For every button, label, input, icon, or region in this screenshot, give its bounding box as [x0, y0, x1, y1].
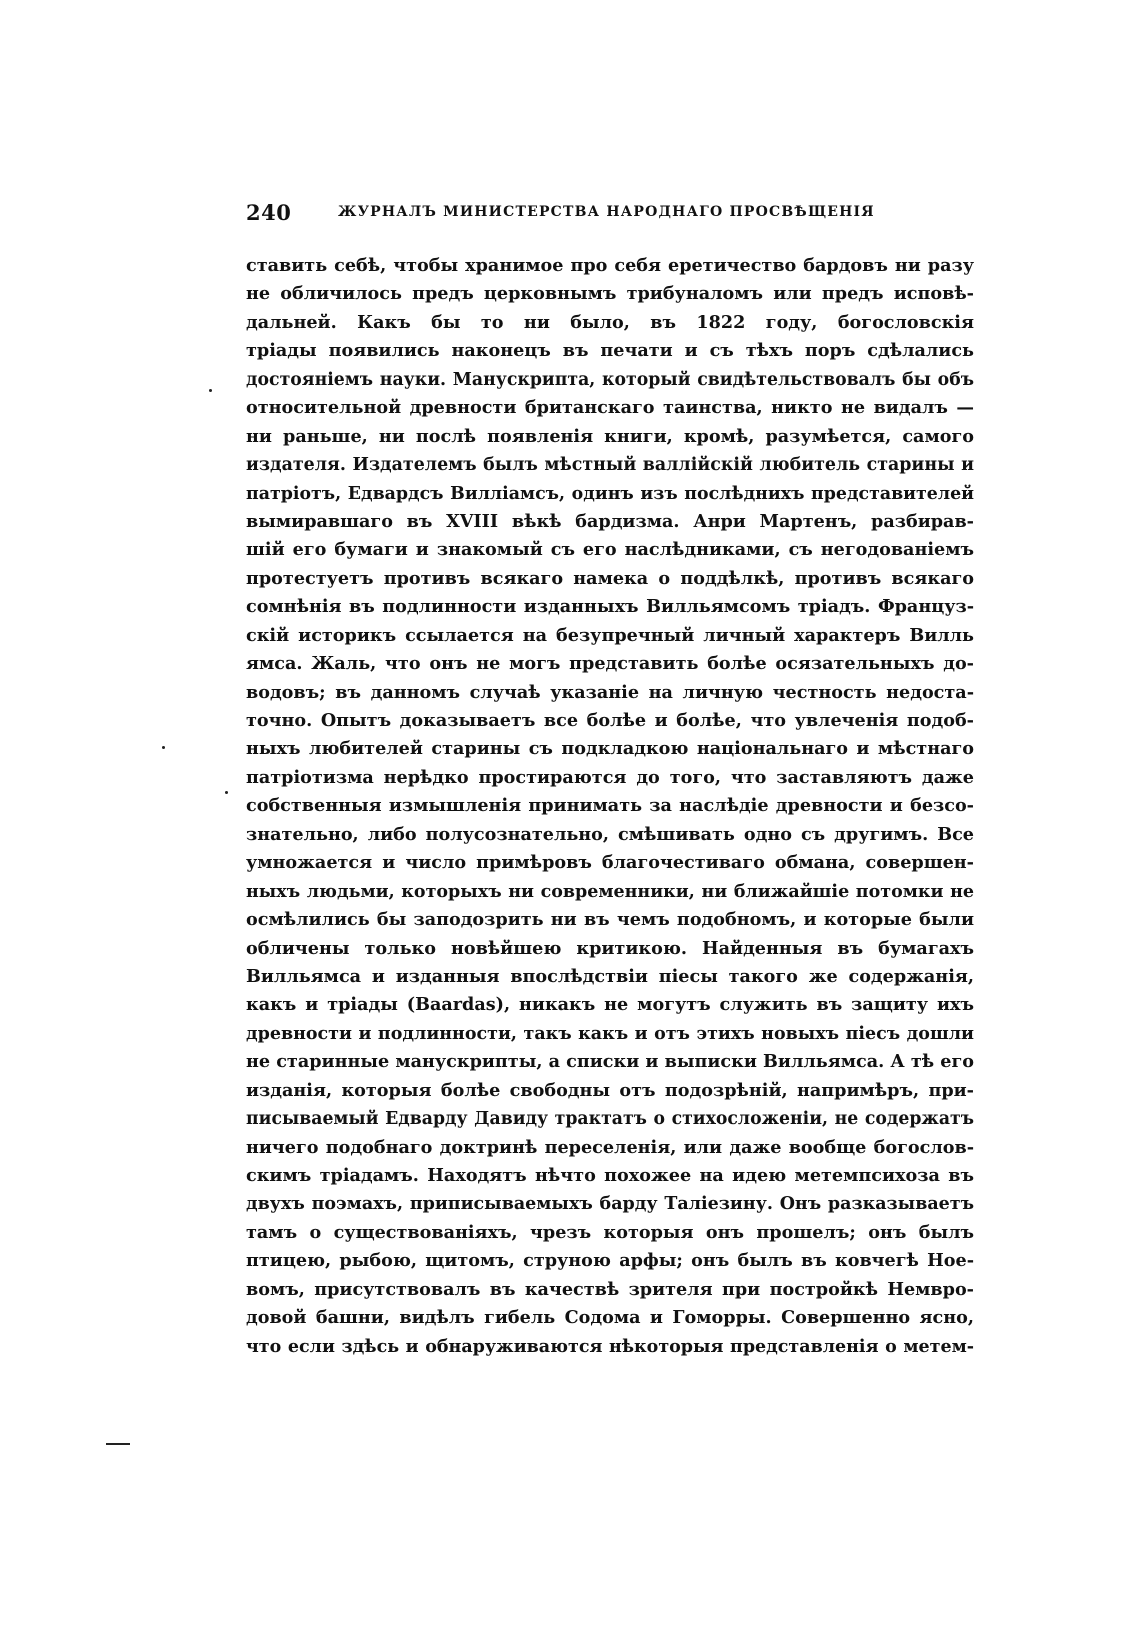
- text-line: издателя. Издателемъ былъ мѣстный валлійскій любитель старины и: [246, 455, 974, 476]
- margin-dash-mark: [106, 1443, 130, 1445]
- text-line: вымиравшаго въ XVIII вѣкѣ бардизма. Анри Мартенъ, разбирав-: [246, 510, 974, 532]
- text-line: ныхъ людьми, которыхъ ни современники, ни ближайшіе потомки не: [246, 881, 974, 902]
- text-line: скимъ тріадамъ. Находятъ нѣчто похожее на идею метемпсихоза въ: [246, 1165, 974, 1186]
- text-line: что если здѣсь и обнаруживаются нѣкоторыя представленія о метем-: [246, 1336, 974, 1357]
- text-line: протестуетъ противъ всякаго намека о поддѣлкѣ, противъ всякаго: [246, 567, 974, 589]
- text-line: не обличилось предъ церковнымъ трибуналомъ или предъ исповѣ-: [246, 283, 974, 305]
- text-line: писываемый Едварду Давиду трактатъ о стихосложеніи, не содержатъ: [246, 1109, 974, 1130]
- text-line: дальней. Какъ бы то ни было, въ 1822 году, богословскія: [246, 311, 974, 333]
- scan-speck: [162, 746, 165, 749]
- text-line: знательно, либо полусознательно, смѣшивать одно съ другимъ. Все: [246, 823, 974, 845]
- text-line: ямса. Жаль, что онъ не могъ представить болѣе осязательныхъ до-: [246, 653, 974, 675]
- text-line: собственныя измышленія принимать за наслѣдіе древности и безсо-: [246, 795, 974, 817]
- running-title: ЖУРНАЛЪ МИНИСТЕРСТВА НАРОДНАГО ПРОСВѢЩЕНІЯ: [338, 204, 875, 220]
- text-line: умножается и число примѣровъ благочестиваго обмана, совершен-: [246, 852, 974, 874]
- text-line: не старинные манускрипты, а списки и выписки Вилльямса. А тѣ его: [246, 1051, 974, 1073]
- page-header: [246, 200, 966, 230]
- text-line: водовъ; въ данномъ случаѣ указаніе на личную честность недоста-: [246, 681, 974, 703]
- text-line: осмѣлились бы заподозрить ни въ чемъ подобномъ, и которые были: [246, 909, 974, 931]
- text-line: двухъ поэмахъ, приписываемыхъ барду Таліезину. Онъ разказываетъ: [246, 1194, 974, 1215]
- text-line: ни раньше, ни послѣ появленія книги, кромѣ, разумѣется, самого: [246, 425, 974, 447]
- text-line: Вилльямса и изданныя впослѣдствіи піесы такого же содержанія,: [246, 965, 974, 987]
- text-line: скій историкъ ссылается на безупречный личный характеръ Вилль: [246, 624, 974, 646]
- body-text: [246, 252, 974, 1361]
- scan-speck: [209, 389, 212, 392]
- text-line: обличены только новѣйшею критикою. Найденныя въ бумагахъ: [246, 937, 974, 959]
- text-line: шій его бумаги и знакомый съ его наслѣдниками, съ негодованіемъ: [246, 539, 974, 561]
- text-line: тріады появились наконецъ въ печати и съ тѣхъ поръ сдѣлались: [246, 340, 974, 362]
- text-line: патріотъ, Едвардсъ Вилліамсъ, одинъ изъ послѣднихъ представителей: [246, 483, 974, 504]
- text-line: древности и подлинности, такъ какъ и отъ этихъ новыхъ піесъ дошли: [246, 1023, 974, 1044]
- text-line: относительной древности британскаго таинства, никто не видалъ —: [246, 397, 974, 419]
- text-line: ныхъ любителей старины съ подкладкою національнаго и мѣстнаго: [246, 738, 974, 760]
- text-line: патріотизма нерѣдко простираются до того, что заставляютъ даже: [246, 766, 974, 788]
- text-line: птицею, рыбою, щитомъ, струною арфы; онъ былъ въ ковчегѣ Ное-: [246, 1250, 974, 1272]
- text-line: достояніемъ науки. Манускрипта, который свидѣтельствовалъ бы объ: [246, 369, 974, 390]
- text-line: довой башни, видѣлъ гибель Содома и Гоморры. Совершенно ясно,: [246, 1307, 974, 1329]
- text-line: сомнѣнія въ подлинности изданныхъ Вилльямсомъ тріадъ. Француз-: [246, 596, 974, 618]
- text-line: ставить себѣ, чтобы хранимое про себя еретичество бардовъ ни разу: [246, 255, 974, 276]
- page-number: 240: [246, 200, 292, 225]
- text-line: вомъ, присутствовалъ въ качествѣ зрителя при постройкѣ Немвро-: [246, 1278, 974, 1300]
- text-line: тамъ о существованіяхъ, чрезъ которыя онъ прошелъ; онъ былъ: [246, 1221, 974, 1243]
- scan-speck: [225, 791, 228, 794]
- text-line: точно. Опытъ доказываетъ все болѣе и болѣе, что увлеченія подоб-: [246, 710, 974, 731]
- text-line: изданія, которыя болѣе свободны отъ подозрѣній, напримѣръ, при-: [246, 1079, 974, 1101]
- text-line: какъ и тріады (Baardas), никакъ не могутъ служить въ защиту ихъ: [246, 994, 974, 1016]
- text-line: ничего подобнаго доктринѣ переселенія, или даже вообще богослов-: [246, 1136, 974, 1158]
